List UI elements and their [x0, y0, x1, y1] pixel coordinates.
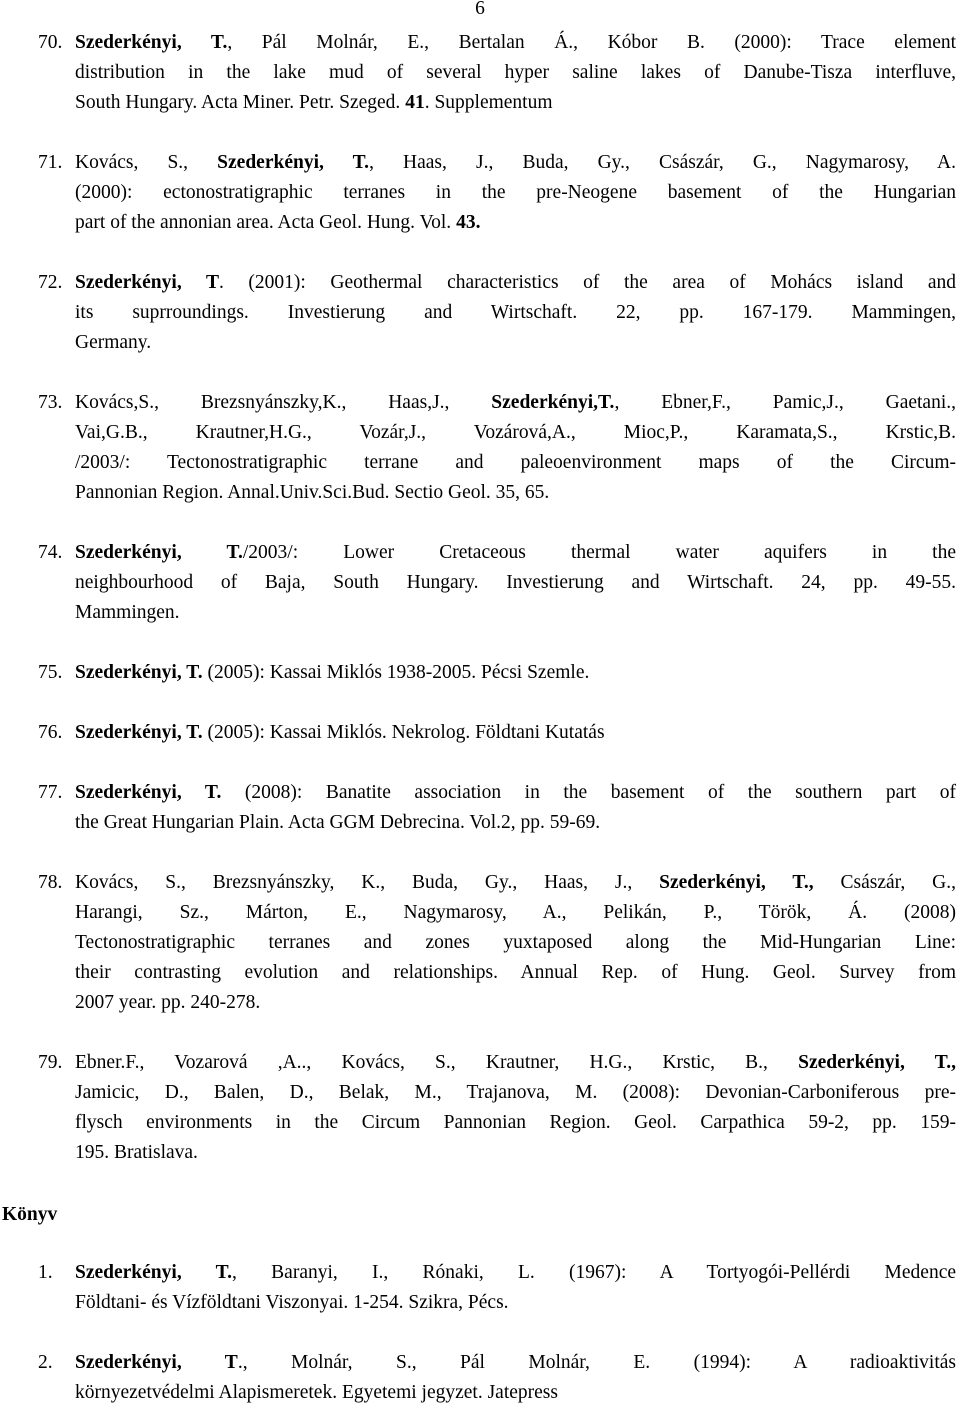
author-highlight: Szederkényi, T.	[217, 152, 370, 173]
reference-text	[75, 778, 956, 838]
reference-entry	[38, 868, 956, 1018]
reference-number: 72.	[38, 272, 63, 293]
reference-number: 78.	[38, 872, 63, 893]
reference-line: /2003/: Tectonostratigraphic terrane and paleoenvironment maps of the Circum-	[75, 452, 956, 473]
reference-entry	[38, 1258, 956, 1318]
reference-text	[75, 868, 956, 1018]
reference-line: Kovács, S., Brezsnyánszky, K., Buda, Gy., Haas, J., Szederkényi, T., Császár, G.,	[75, 872, 956, 893]
reference-entry	[38, 268, 956, 358]
reference-line: distribution in the lake mud of several hyper saline lakes of Danube-Tisza interfluve,	[75, 62, 956, 83]
reference-text	[75, 538, 956, 628]
reference-line: Tectonostratigraphic terranes and zones yuxtaposed along the Mid-Hungarian Line:	[75, 932, 956, 953]
reference-number: 70.	[38, 32, 63, 53]
reference-text	[75, 268, 956, 358]
reference-line: Szederkényi, T., Baranyi, I., Rónaki, L. (1967): A Tortyogói-Pellérdi Medence	[75, 1262, 957, 1283]
author-highlight: Szederkényi, T.	[75, 782, 222, 803]
reference-number: 71.	[38, 152, 63, 173]
reference-line: Szederkényi, T. (2001): Geothermal characteristics of the area of Mohács island and	[75, 272, 956, 293]
reference-line: Szederkényi, T., Molnár, S., Pál Molnár, E. (1994): A radioaktivitás	[75, 1352, 956, 1373]
reference-line: Pannonian Region. Annal.Univ.Sci.Bud. Sectio Geol. 35, 65.	[75, 482, 550, 503]
author-highlight: Szederkényi,T.	[491, 392, 615, 413]
reference-text	[75, 1048, 956, 1168]
reference-number: 2.	[38, 1352, 53, 1373]
reference-line: the Great Hungarian Plain. Acta GGM Debrecina. Vol.2, pp. 59-69.	[75, 812, 601, 833]
reference-entry	[38, 718, 956, 748]
reference-line: its suprroundings. Investierung and Wirtschaft. 22, pp. 167-179. Mammingen,	[75, 302, 956, 323]
reference-line: part of the annonian area. Acta Geol. Hung. Vol. 43.	[75, 212, 481, 233]
author-highlight: Szederkényi, T.,	[659, 872, 814, 893]
reference-entry	[38, 1348, 956, 1408]
reference-number: 76.	[38, 722, 63, 743]
reference-text	[75, 28, 956, 118]
reference-line: Kovács, S., Szederkényi, T., Haas, J., Buda, Gy., Császár, G., Nagymarosy, A.	[75, 152, 957, 173]
author-highlight: Szederkényi, T	[75, 272, 219, 293]
reference-entry	[38, 538, 956, 628]
reference-line: Szederkényi, T., Pál Molnár, E., Bertalan Á., Kóbor B. (2000): Trace element	[75, 32, 957, 53]
reference-text	[75, 718, 956, 748]
reference-entry	[38, 658, 956, 688]
reference-line: neighbourhood of Baja, South Hungary. Investierung and Wirtschaft. 24, pp. 49-55.	[75, 572, 956, 593]
reference-line: Harangi, Sz., Márton, E., Nagymarosy, A., Pelikán, P., Török, Á. (2008)	[75, 902, 956, 923]
reference-line: Ebner.F., Vozarová ,A.., Kovács, S., Krautner, H.G., Krstic, B., Szederkényi, T.,	[75, 1052, 956, 1073]
reference-number: 73.	[38, 392, 63, 413]
author-highlight: Szederkényi, T.	[75, 32, 228, 53]
author-highlight: Szederkényi, T.,	[798, 1052, 956, 1073]
reference-line: Szederkényi, T. (2005): Kassai Miklós. Nekrolog. Földtani Kutatás	[75, 722, 605, 743]
reference-line: Földtani- és Vízföldtani Viszonyai. 1-254. Szikra, Pécs.	[75, 1292, 509, 1313]
reference-entry	[38, 1048, 956, 1168]
reference-line: környezetvédelmi Alapismeretek. Egyetemi jegyzet. Jatepress	[75, 1382, 558, 1403]
author-highlight: Szederkényi, T.	[75, 1262, 233, 1283]
reference-text	[75, 148, 956, 238]
reference-line: Jamicic, D., Balen, D., Belak, M., Trajanova, M. (2008): Devonian-Carboniferous pre-	[75, 1082, 956, 1103]
reference-number: 77.	[38, 782, 63, 803]
reference-text	[75, 388, 956, 508]
section-heading-konyv: Könyv	[2, 1204, 58, 1225]
reference-number: 74.	[38, 542, 63, 563]
reference-line: 195. Bratislava.	[75, 1142, 198, 1163]
reference-entry	[38, 778, 956, 838]
author-highlight: Szederkényi, T.	[75, 722, 203, 743]
reference-line: their contrasting evolution and relationships. Annual Rep. of Hung. Geol. Survey from	[75, 962, 956, 983]
reference-entry	[38, 388, 956, 508]
author-highlight: Szederkényi, T.	[75, 542, 243, 563]
reference-line: South Hungary. Acta Miner. Petr. Szeged. 41. Supplementum	[75, 92, 553, 113]
author-highlight: Szederkényi, T	[75, 1352, 238, 1373]
reference-text	[75, 1348, 956, 1408]
reference-line: (2000): ectonostratigraphic terranes in the pre-Neogene basement of the Hungarian	[75, 182, 956, 203]
author-highlight: 41	[405, 92, 425, 113]
reference-line: Szederkényi, T./2003/: Lower Cretaceous thermal water aquifers in the	[75, 542, 957, 563]
reference-text	[75, 658, 956, 688]
reference-line: Szederkényi, T. (2008): Banatite association in the basement of the southern part of	[75, 782, 957, 803]
reference-line: Vai,G.B., Krautner,H.G., Vozár,J., Vozárová,A., Mioc,P., Karamata,S., Krstic,B.	[75, 422, 956, 443]
reference-line: Mammingen.	[75, 602, 180, 623]
page-number: 6	[475, 0, 485, 19]
reference-number: 1.	[38, 1262, 53, 1283]
reference-line: Szederkényi, T. (2005): Kassai Miklós 1938-2005. Pécsi Szemle.	[75, 662, 590, 683]
reference-line: Kovács,S., Brezsnyánszky,K., Haas,J., Szederkényi,T., Ebner,F., Pamic,J., Gaetani.,	[75, 392, 956, 413]
reference-number: 75.	[38, 662, 63, 683]
reference-entry	[38, 28, 956, 118]
reference-number: 79.	[38, 1052, 63, 1073]
reference-text	[75, 1258, 956, 1318]
author-highlight: 43.	[456, 212, 481, 233]
reference-line: Germany.	[75, 332, 152, 353]
reference-entry	[38, 148, 956, 238]
reference-line: flysch environments in the Circum Pannonian Region. Geol. Carpathica 59-2, pp. 159-	[75, 1112, 956, 1133]
author-highlight: Szederkényi, T.	[75, 662, 203, 683]
reference-line: 2007 year. pp. 240-278.	[75, 992, 261, 1013]
